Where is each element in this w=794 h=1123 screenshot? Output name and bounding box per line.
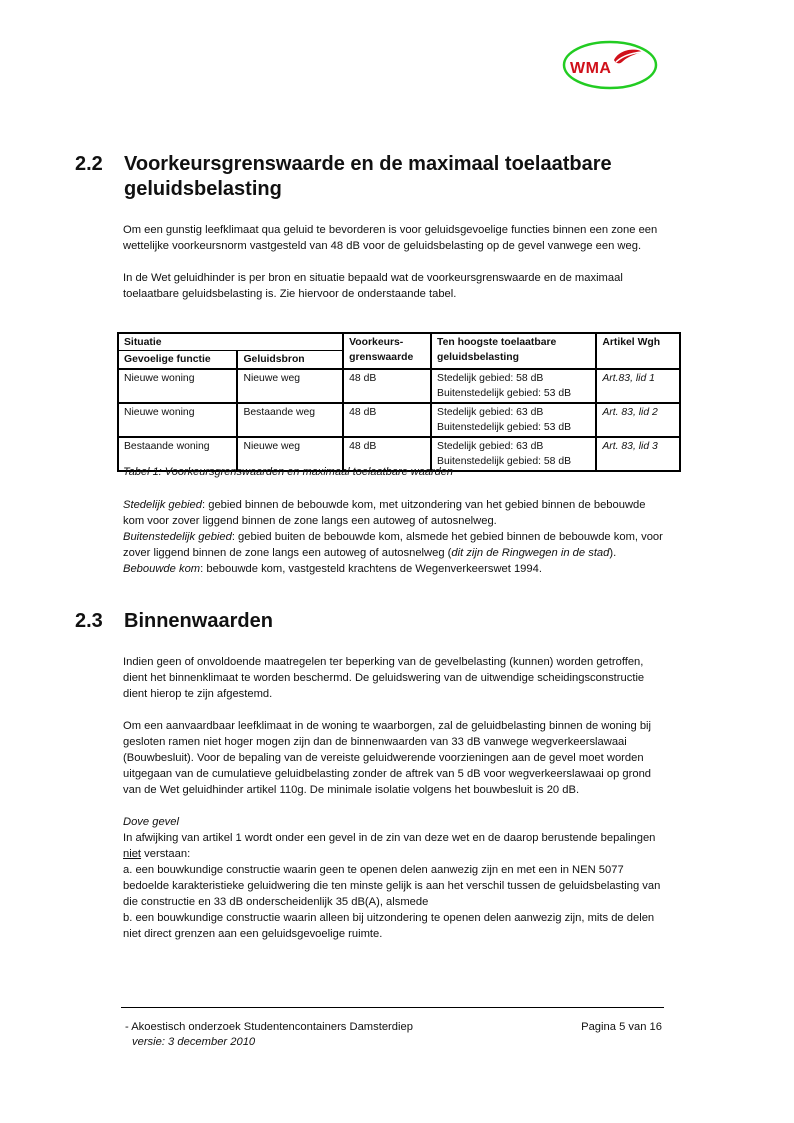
header-situatie: Situatie [118,333,343,351]
underlined-word: niet [123,848,142,860]
cell-hoogste-buitenstedelijk: Buitenstedelijk gebied: 53 dB [437,388,572,399]
dove-gevel-intro [123,830,668,862]
footer-document-info [125,1020,413,1050]
header-bron: Geluidsbron [237,351,343,370]
header-voorkeur [343,333,431,369]
table-caption: Tabel 1: Voorkeursgrenswaarden en maximaal toelaatbare waarden [123,466,453,478]
header-hoogste-line1: Ten hoogste toelaatbare [437,337,557,348]
footer-divider [121,1007,664,1008]
section-title: Binnenwaarden [124,610,273,632]
cell-bron: Nieuwe weg [237,369,343,403]
cell-bron: Bestaande weg [237,403,343,437]
header-hoogste-line2: geluidsbelasting [437,352,519,363]
cell-hoogste [431,437,596,471]
header-voorkeur-line2: grenswaarde [349,352,414,363]
table-row [118,403,680,437]
definition-end: ). [609,547,617,559]
definition-text: : gebied binnen de bebouwde kom, met uitzondering van het gebied binnen de bebouwde kom voor zover liggend binnen de zone langs een autoweg of autosnelweg. [123,499,646,527]
definition-note: dit zijn de Ringwegen in de stad [451,547,610,559]
term: Bebouwde kom [123,563,201,575]
cell-bron: Nieuwe weg [237,437,343,471]
term: Buitenstedelijk gebied [123,531,232,543]
wma-logo [562,40,658,90]
cell-hoogste-stedelijk: Stedelijk gebied: 63 dB [437,441,544,452]
cell-functie: Nieuwe woning [118,403,237,437]
noise-limits-table [117,332,681,472]
cell-artikel: Art.83, lid 1 [596,369,680,403]
definition-bebouwde-kom [123,561,668,577]
cell-voorkeur: 48 dB [343,403,431,437]
paragraph: Om een gunstig leefklimaat qua geluid te bevorderen is voor geluidsgevoelige functies binnen een zone een wettelijke voorkeursnorm vastgesteld van 48 dB voor de geluidsbelasting op de gevel vanwege een weg. [123,224,658,252]
header-artikel: Artikel Wgh [596,333,680,369]
section-2-3-heading [75,609,695,634]
cell-hoogste-stedelijk: Stedelijk gebied: 58 dB [437,373,544,384]
intro-end: verstaan: [141,848,191,860]
section-title: Voorkeursgrenswaarde en de maximaal toelaatbare geluidsbelasting [124,153,612,200]
cell-voorkeur: 48 dB [343,369,431,403]
term: Stedelijk gebied [123,499,202,511]
cell-artikel: Art. 83, lid 2 [596,403,680,437]
section-2-3-body [123,654,668,942]
paragraph: Indien geen of onvoldoende maatregelen ter beperking van de gevelbelasting (kunnen) worden getroffen, dient het binnenklimaat te worden beschermd. De geluidswering van de uitwendige scheidingsconstructie dient hierop te zijn afgestemd. [123,656,645,700]
cell-artikel: Art. 83, lid 3 [596,437,680,471]
definition-text: : bebouwde kom, vastgesteld krachtens de Wegenverkeerswet 1994. [200,563,542,575]
logo-text: WMA [570,60,612,77]
header-hoogste [431,333,596,369]
section-2-2-body [123,222,668,302]
definition-text: : gebied buiten de bebouwde kom, alsmede het gebied binnen de bebouwde kom, voor zover liggend binnen de zone langs een autoweg of autosnelweg ( [123,531,663,559]
intro-text: In afwijking van artikel 1 wordt onder een gevel in de zin van deze wet en de daarop berustende bepalingen [123,832,656,844]
footer-page-number: Pagina 5 van 16 [581,1021,662,1033]
cell-voorkeur: 48 dB [343,437,431,471]
cell-hoogste-buitenstedelijk: Buitenstedelijk gebied: 58 dB [437,456,572,467]
cell-hoogste [431,403,596,437]
definition-stedelijk [123,497,668,529]
table-row [118,369,680,403]
definition-buitenstedelijk [123,529,668,561]
section-number: 2.3 [75,610,103,632]
footer-title: - Akoestisch onderzoek Studentencontainers Damsterdiep [125,1021,413,1033]
cell-hoogste-buitenstedelijk: Buitenstedelijk gebied: 53 dB [437,422,572,433]
cell-hoogste [431,369,596,403]
paragraph: Om een aanvaardbaar leefklimaat in de woning te waarborgen, zal de geluidbelasting binnen de woning bij gesloten ramen niet hoger mogen zijn dan de binnenwaarden van 33 dB vanwege wegverkeerslawaai (Bouwbesluit). Voor de bepaling van de vereiste geluidwerende voorzieningen aan de gevel moet worden uitgegaan van de cumulatieve geluidbelasting zonder de aftrek van 5 dB voor wegverkeerslawaai op grond van de Wet geluidhinder artikel 110g. De minimale isolatie volgens het bouwbesluit is 20 dB. [123,720,652,796]
dove-gevel-item-a: a. een bouwkundige constructie waarin geen te openen delen aanwezig zijn en met een in NEN 5077 bedoelde karakteristieke geluidwering die ten minste gelijk is aan het verschil tussen de geluidsbelasting van die constructie en 33 dB onderscheidenlijk 35 dB(A), alsmede [123,864,661,908]
subheading: Dove gevel [123,816,179,828]
paragraph: In de Wet geluidhinder is per bron en situatie bepaald wat de voorkeursgrenswaarde en de maximaal toelaatbare geluidsbelasting is. Zie hiervoor de onderstaande tabel. [123,272,623,300]
footer-version: versie: 3 december 2010 [132,1036,256,1048]
dove-gevel-item-b: b. een bouwkundige constructie waarin alleen bij uitzondering te openen delen aanwezig zijn, mits de delen niet direct grenzen aan een geluidsgevoelige ruimte. [123,912,655,940]
section-number: 2.2 [75,153,103,175]
cell-functie: Bestaande woning [118,437,237,471]
table-header-row [118,333,680,351]
header-voorkeur-line1: Voorkeurs- [349,337,404,348]
definitions [123,497,668,577]
dove-gevel-title [123,814,668,830]
header-functie: Gevoelige functie [118,351,237,370]
cell-hoogste-stedelijk: Stedelijk gebied: 63 dB [437,407,544,418]
cell-functie: Nieuwe woning [118,369,237,403]
section-2-2-heading [75,152,695,202]
